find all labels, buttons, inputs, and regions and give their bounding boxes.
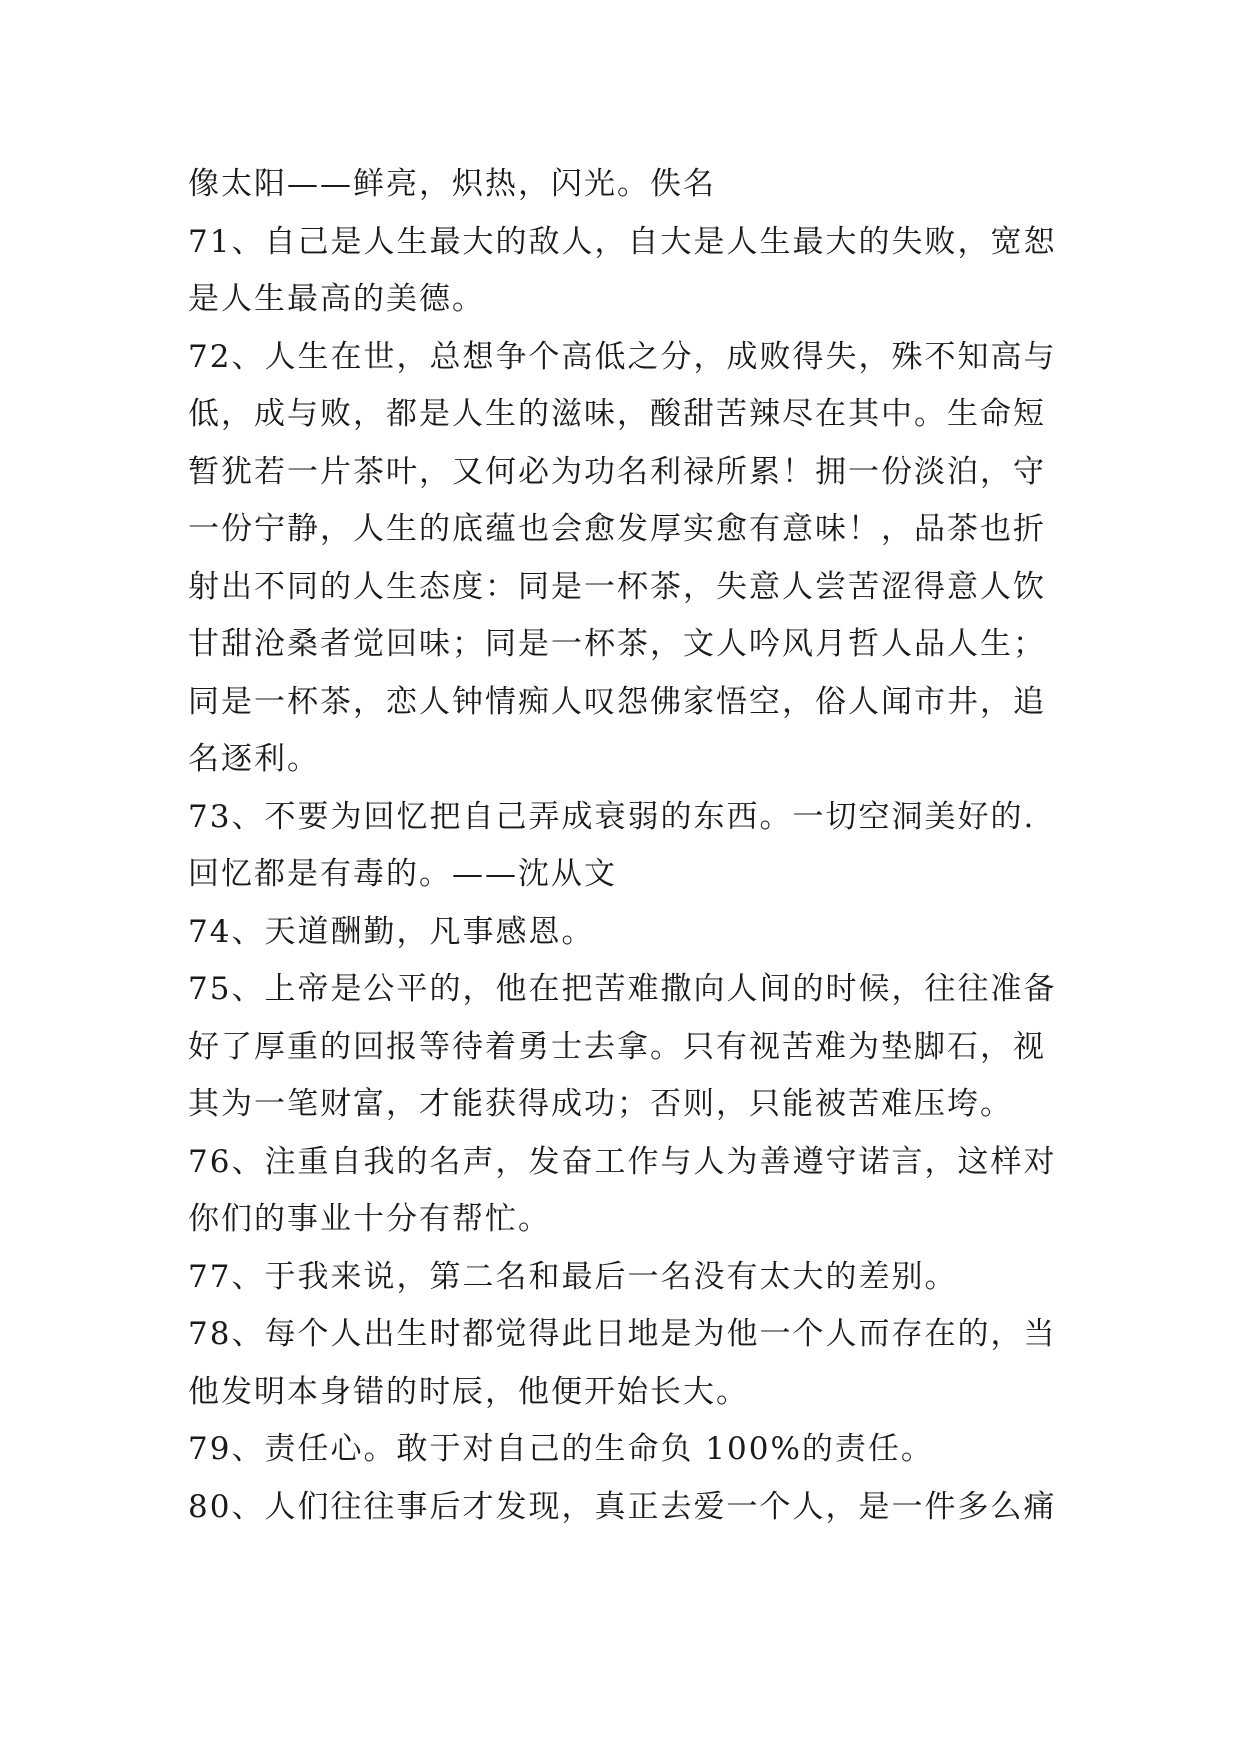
text-line: 79、责任心。敢于对自己的生命负 100%的责任。 bbox=[188, 1431, 934, 1467]
text-line: 73、不要为回忆把自己弄成衰弱的东西。一切空洞美好的. bbox=[188, 798, 1036, 835]
text-line: 一份宁静，人生的底蕴也会愈发厚实愈有意味！，品茶也折 bbox=[188, 511, 1046, 547]
text-line: 同是一杯茶，恋人钟情痴人叹怨佛家悟空，俗人闻市井，追 bbox=[188, 683, 1046, 720]
text-line: 78、每个人出生时都觉得此日地是为他一个人而存在的，当 bbox=[188, 1316, 1057, 1352]
text-line: 甘甜沧桑者觉回味；同是一杯茶，文人吟风月哲人品人生； bbox=[188, 626, 1046, 662]
text-line: 暂犹若一片茶叶，又何必为功名利禄所累！拥一份淡泊，守 bbox=[188, 453, 1046, 490]
text-line: 低，成与败，都是人生的滋味，酸甜苦辣尽在其中。生命短 bbox=[188, 396, 1046, 432]
text-line: 是人生最高的美德。 bbox=[188, 281, 485, 317]
text-line: 回忆都是有毒的。——沈从文 bbox=[188, 856, 617, 892]
text-line: 80、人们往往事后才发现，真正去爱一个人，是一件多么痛 bbox=[188, 1488, 1057, 1525]
document-body bbox=[188, 156, 1068, 1536]
text-line: 名逐利。 bbox=[188, 741, 320, 777]
text-line: 71、自己是人生最大的敌人，自大是人生最大的失败，宽恕 bbox=[188, 223, 1057, 260]
text-line: 其为一笔财富，才能获得成功；否则，只能被苦难压垮。 bbox=[188, 1086, 1013, 1122]
text-line: 76、注重自我的名声，发奋工作与人为善遵守诺言，这样对 bbox=[188, 1143, 1057, 1180]
text-line: 77、于我来说，第二名和最后一名没有太大的差别。 bbox=[188, 1258, 958, 1295]
text-line: 72、人生在世，总想争个高低之分，成败得失，殊不知高与 bbox=[188, 338, 1057, 375]
text-line: 他发明本身错的时辰，他便开始长大。 bbox=[188, 1373, 749, 1410]
text-line: 射出不同的人生态度：同是一杯茶，失意人尝苦涩得意人饮 bbox=[188, 568, 1046, 605]
text-line: 像太阳——鲜亮，炽热，闪光。佚名 bbox=[188, 166, 716, 202]
text-line: 好了厚重的回报等待着勇士去拿。只有视苦难为垫脚石，视 bbox=[188, 1028, 1046, 1065]
text-line: 75、上帝是公平的，他在把苦难撒向人间的时候，往往准备 bbox=[188, 971, 1057, 1007]
text-line: 74、天道酬勤，凡事感恩。 bbox=[188, 913, 595, 950]
text-line: 你们的事业十分有帮忙。 bbox=[188, 1201, 551, 1237]
